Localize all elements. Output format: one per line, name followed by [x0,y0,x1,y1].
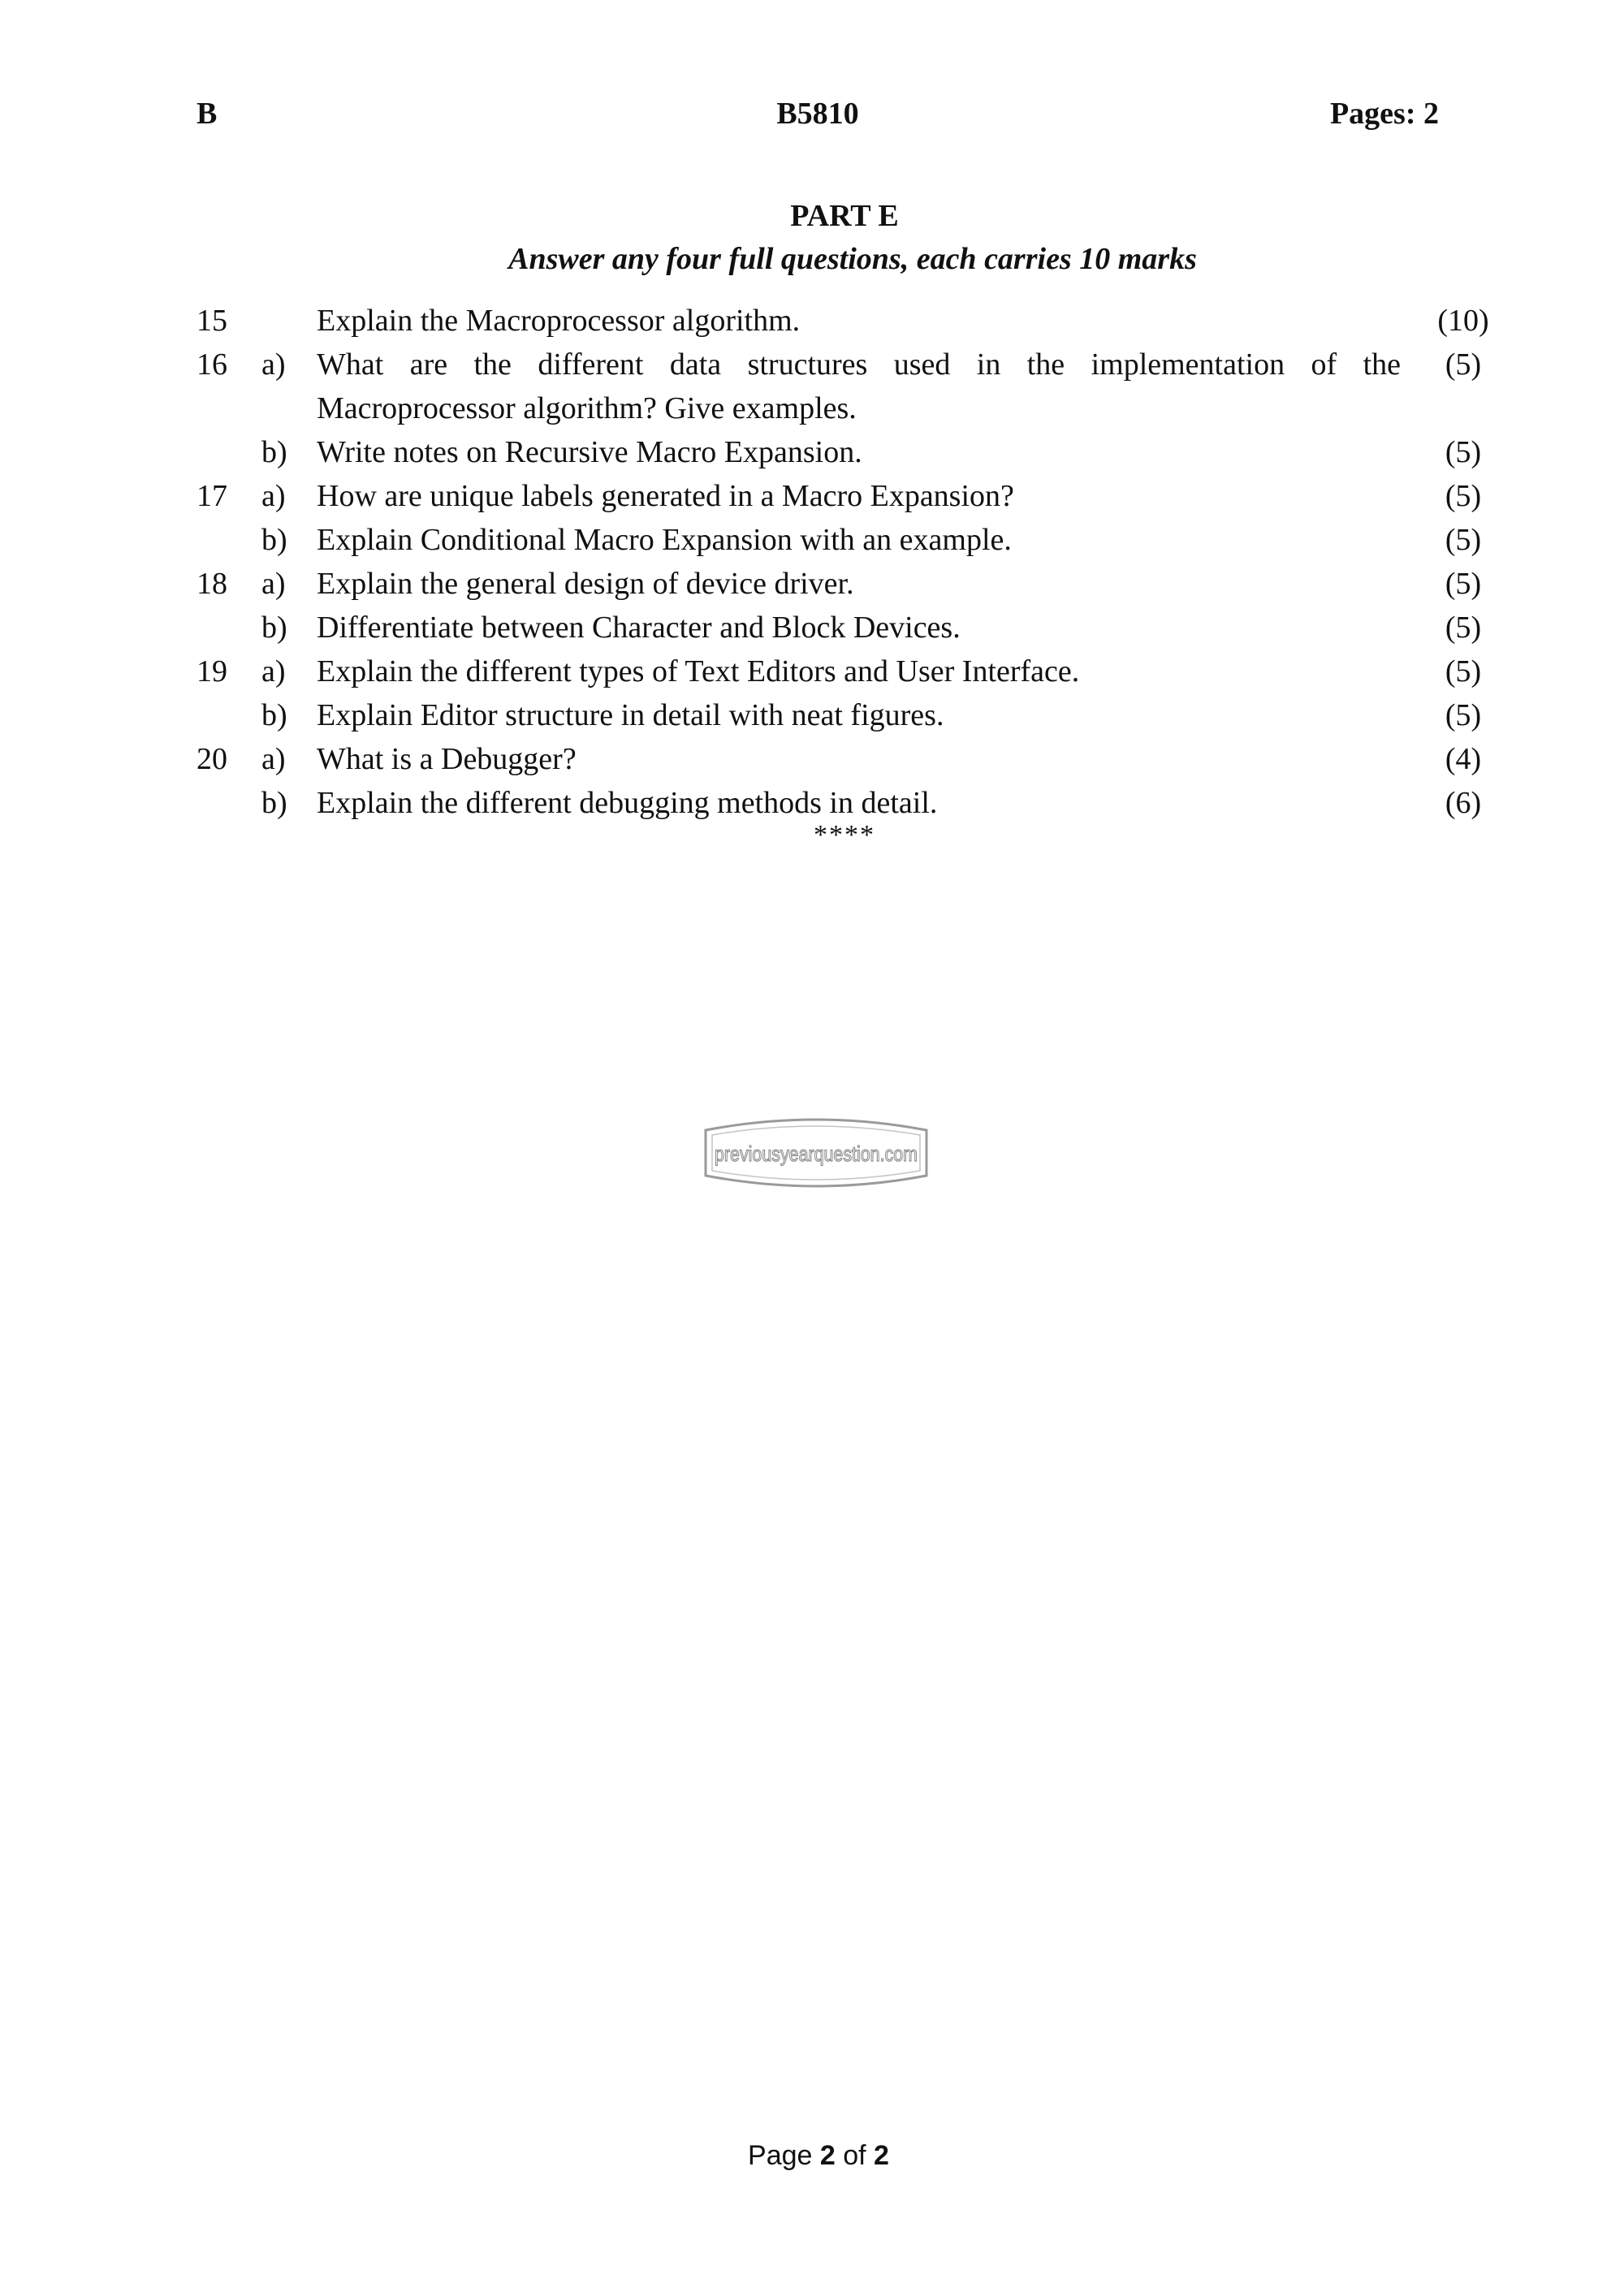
question-text: Write notes on Recursive Macro Expansion. [317,435,862,469]
question-sub-label: a) [261,479,286,513]
question-number: 17 [197,479,227,513]
question-sub-label: a) [261,654,286,688]
question-row [197,474,1496,518]
question-marks: (5) [1445,347,1482,382]
question-marks: (5) [1445,523,1482,557]
end-mark: **** [814,820,875,850]
question-number: 19 [197,654,227,688]
question-sub-label: b) [261,435,287,469]
page-count: Pages: 2 [1329,97,1439,131]
question-text: Explain the different debugging methods in detail. [317,786,938,820]
footer-current-page: 2 [819,2140,836,2171]
question-text: Explain the different types of Text Editors and User Interface. [317,654,1080,688]
part-title: PART E [790,199,899,233]
question-number: 15 [197,304,227,338]
question-set-label: B [197,97,218,131]
part-instruction: Answer any four full questions, each carries 10 marks [508,242,1197,276]
question-text: What is a Debugger? [317,742,577,776]
question-text: Explain Editor structure in detail with neat figures. [317,698,944,732]
question-row [197,693,1496,737]
question-row [197,650,1496,693]
question-marks: (4) [1445,742,1482,776]
paper-code: B5810 [776,97,859,131]
question-sub-label: b) [261,786,287,820]
footer-middle: of [835,2140,875,2171]
question-marks: (5) [1445,611,1482,645]
question-marks: (5) [1445,435,1482,469]
question-row [197,606,1496,650]
question-list [197,299,1496,825]
question-row [197,781,1496,825]
page-header [197,96,1439,145]
question-marks: (10) [1437,304,1489,338]
question-sub-label: a) [261,347,286,382]
watermark-text: previousyearquestion.com [715,1142,918,1166]
question-marks: (6) [1445,786,1482,820]
question-row [197,343,1496,430]
footer-prefix: Page [748,2140,820,2171]
question-row [197,430,1496,474]
question-row [197,737,1496,781]
question-marks: (5) [1445,654,1482,688]
watermark-logo [694,1114,938,1192]
question-text: Explain the general design of device driver. [317,567,854,601]
question-row [197,562,1496,606]
question-sub-label: b) [261,523,287,557]
question-text: What are the different data structures used in the implementation of the Macroprocessor algorithm? Give examples. [317,347,1401,425]
question-text: Explain the Macroprocessor algorithm. [317,304,801,338]
question-row [197,518,1496,562]
question-sub-label: a) [261,567,286,601]
footer-total-pages: 2 [874,2140,889,2171]
question-text: Explain Conditional Macro Expansion with an example. [317,523,1012,557]
question-sub-label: b) [261,611,287,645]
question-marks: (5) [1445,698,1482,732]
question-sub-label: a) [261,742,286,776]
question-marks: (5) [1445,567,1482,601]
question-text: Differentiate between Character and Block Devices. [317,611,961,645]
page-footer [0,2140,1624,2172]
question-row [197,299,1496,343]
question-number: 20 [197,742,227,776]
question-text: How are unique labels generated in a Macro Expansion? [317,479,1014,513]
question-number: 18 [197,567,227,601]
question-number: 16 [197,347,227,382]
question-marks: (5) [1445,479,1482,513]
question-sub-label: b) [261,698,287,732]
